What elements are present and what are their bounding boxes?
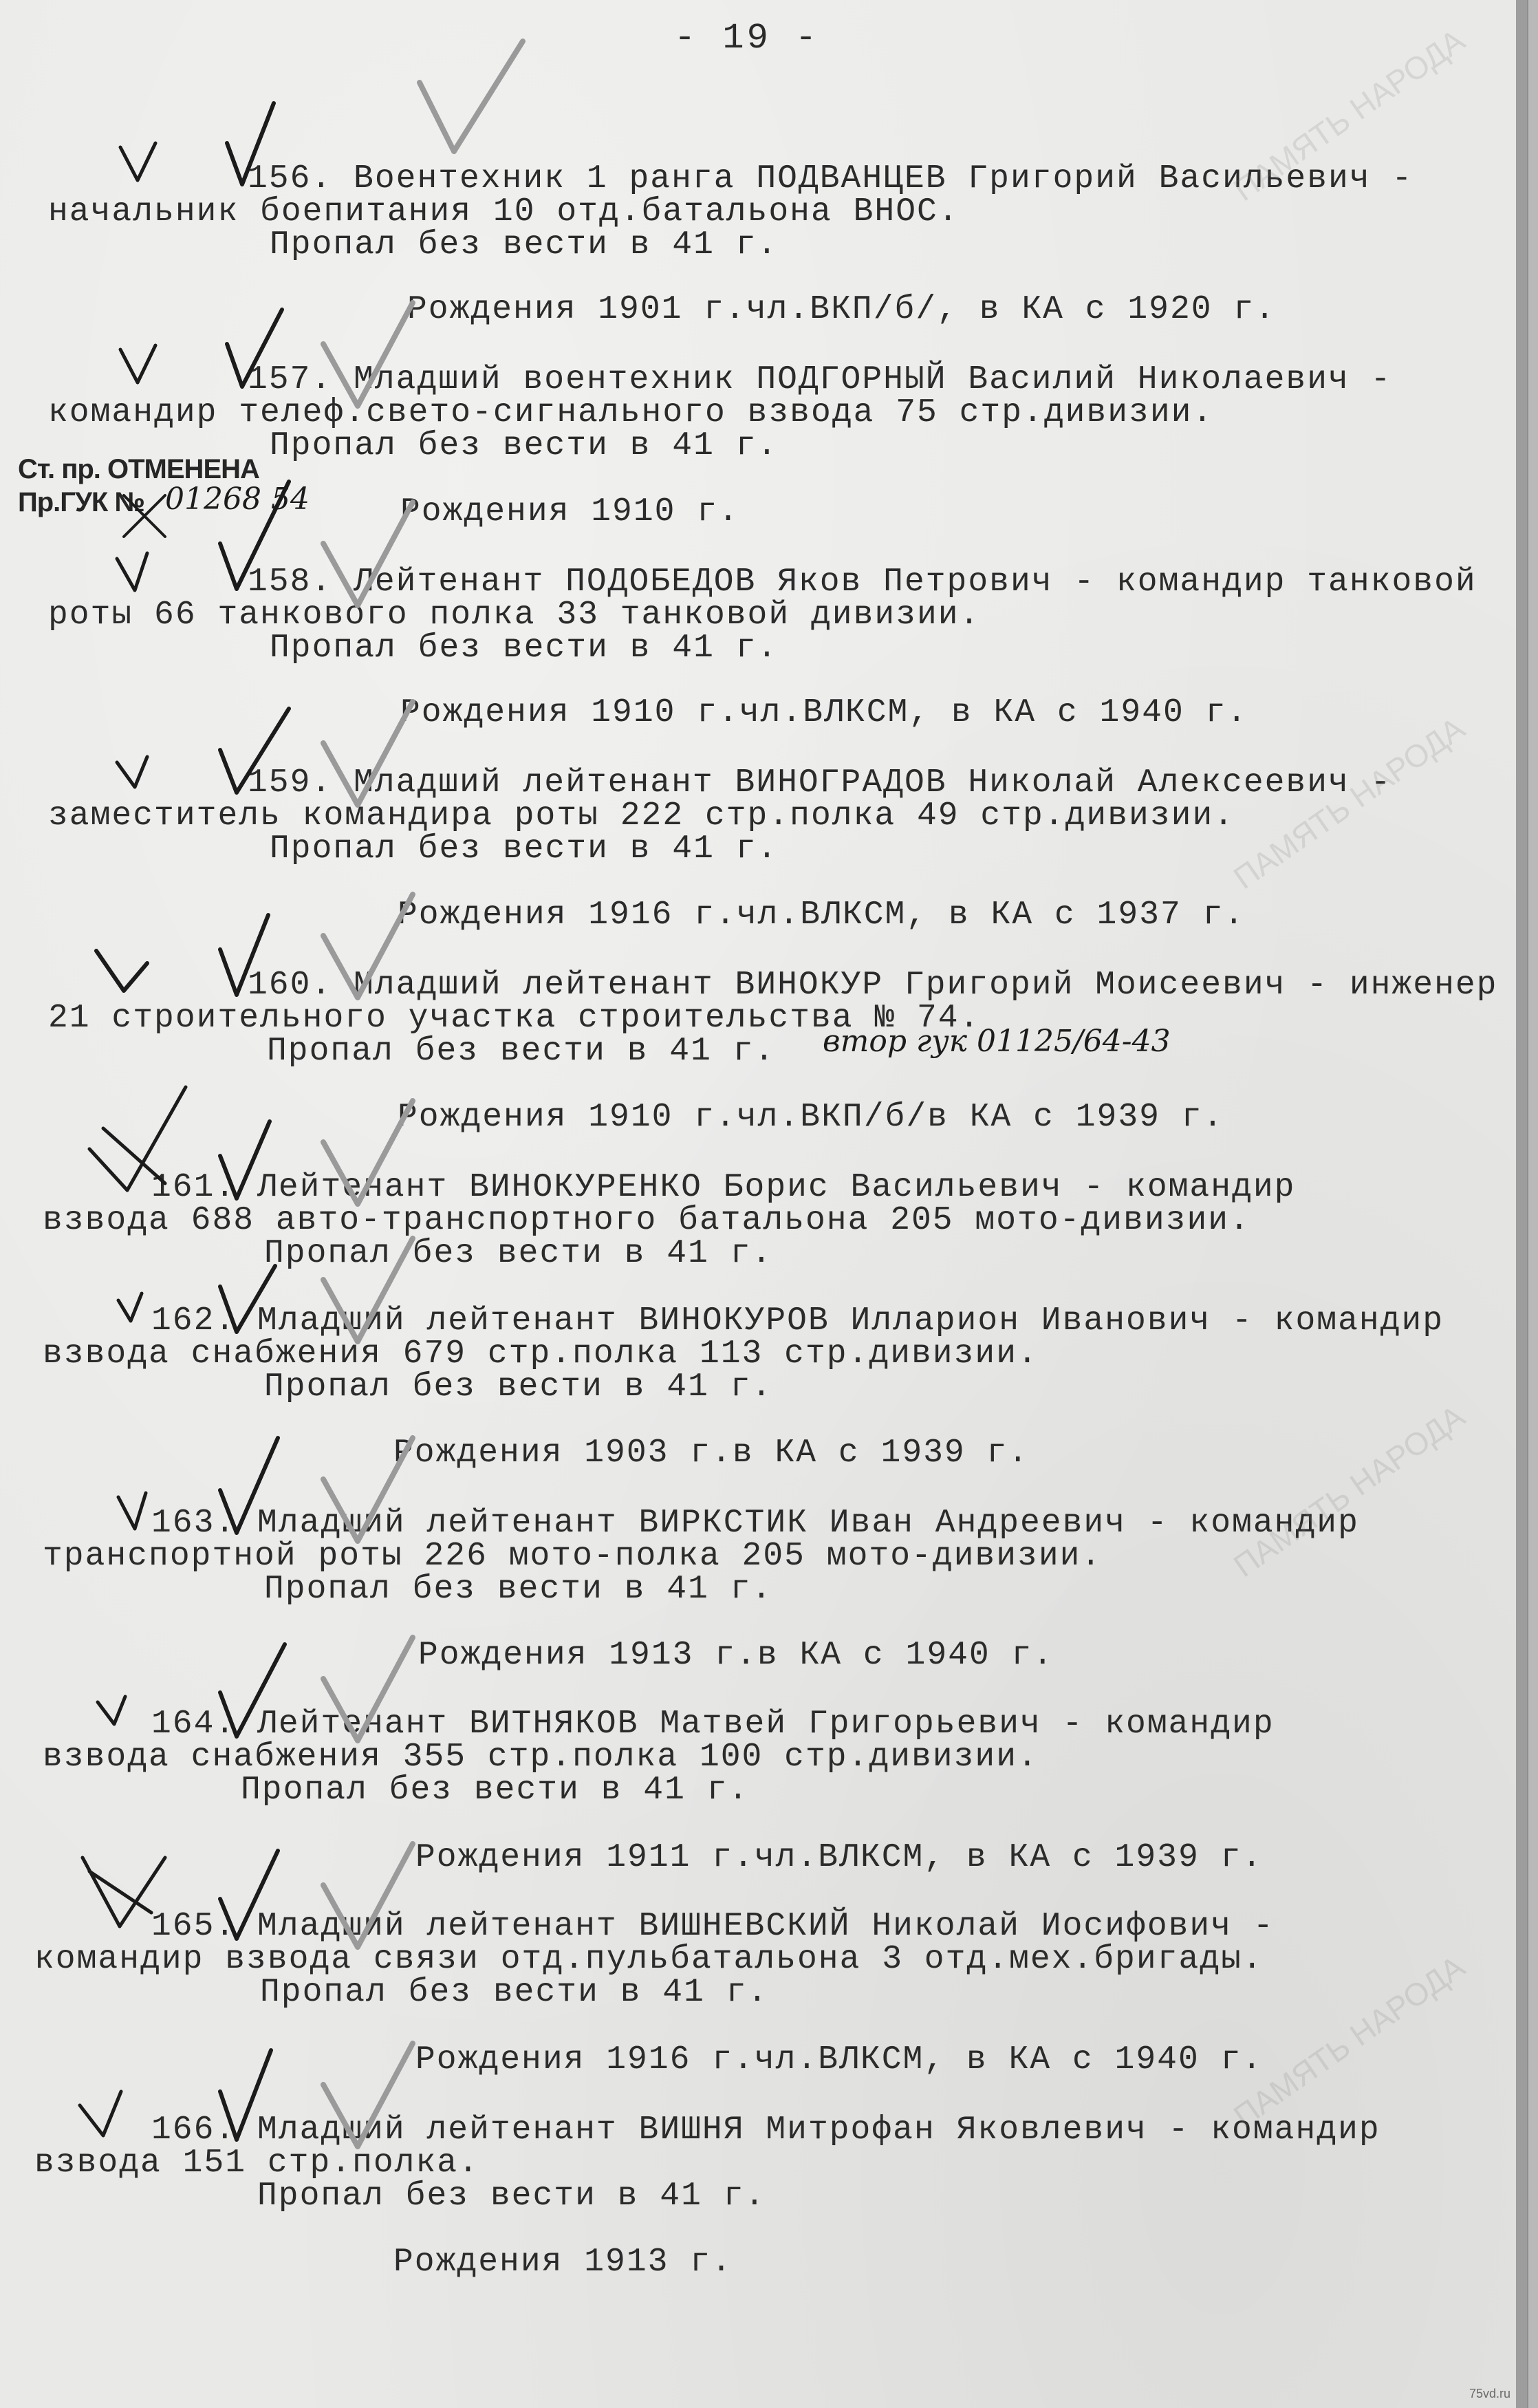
pen-tick-mark xyxy=(117,757,147,787)
record-birth: Рождения 1903 г.в КА с 1939 г. xyxy=(393,1434,1030,1472)
record-birth: Рождения 1913 г. xyxy=(393,2244,733,2281)
stamp-handwritten-number: 01268 54 xyxy=(165,482,310,517)
record-line-heading: 166. Младший лейтенант ВИШНЯ Митрофан Яковлевич - командир xyxy=(151,2111,1380,2149)
record-birth: Рождения 1910 г. xyxy=(400,493,739,530)
page-number: - 19 - xyxy=(674,18,820,58)
record-line-heading: 164. Лейтенант ВИТНЯКОВ Матвей Григорьевич - командир xyxy=(151,1706,1275,1743)
record-birth: Рождения 1901 г.чл.ВКП/б/, в КА с 1920 г. xyxy=(407,291,1276,328)
record-line-heading: 159. Младший лейтенант ВИНОГРАДОВ Николай Алексеевич - xyxy=(248,764,1392,802)
record-status: Пропал без вести в 41 г. xyxy=(267,1033,776,1070)
record-status: Пропал без вести в 41 г. xyxy=(270,226,779,264)
handwritten-note: втор гук 01125/64-43 xyxy=(823,1024,1171,1059)
record-birth: Рождения 1910 г.чл.ВЛКСМ, в КА с 1940 г. xyxy=(400,694,1248,731)
record-status: Пропал без вести в 41 г. xyxy=(264,1235,773,1272)
pencil-check-mark xyxy=(420,41,523,151)
pen-tick-mark xyxy=(117,553,147,590)
record-line-position: командир телеф.свето-сигнального взвода 75 стр.дивизии. xyxy=(48,394,1214,431)
pen-tick-mark xyxy=(80,2092,121,2136)
record-line-position: 21 строительного участка строительства № 74. xyxy=(48,1000,981,1037)
pen-tick-mark xyxy=(96,951,147,991)
record-line-position: взвода 151 стр.полка. xyxy=(34,2144,479,2182)
site-credit: 75vd.ru xyxy=(1469,2387,1510,2400)
record-line-position: заместитель командира роты 222 стр.полка 49 стр.дивизии. xyxy=(48,797,1235,835)
record-status: Пропал без вести в 41 г. xyxy=(264,1571,773,1608)
cancellation-stamp-line2: Пр.ГУК № xyxy=(18,487,144,517)
watermark: ПАМЯТЬ НАРОДА xyxy=(1227,709,1472,896)
pen-tick-mark xyxy=(118,1493,146,1529)
record-status: Пропал без вести в 41 г. xyxy=(241,1772,750,1809)
record-status: Пропал без вести в 41 г. xyxy=(270,830,779,868)
record-line-position: роты 66 танкового полка 33 танковой дивизии. xyxy=(48,596,981,634)
record-birth: Рождения 1911 г.чл.ВЛКСМ, в КА с 1939 г. xyxy=(415,1839,1264,1876)
record-line-heading: 156. Воентехник 1 ранга ПОДВАНЦЕВ Григорий Васильевич - xyxy=(248,160,1414,197)
record-line-heading: 165. Младший лейтенант ВИШНЕВСКИЙ Николай Иосифович - xyxy=(151,1908,1275,1945)
record-line-position: начальник боепитания 10 отд.батальона ВНОС. xyxy=(48,193,960,230)
record-status: Пропал без вести в 41 г. xyxy=(257,2178,766,2215)
record-birth: Рождения 1913 г.в КА с 1940 г. xyxy=(418,1637,1054,1674)
record-status: Пропал без вести в 41 г. xyxy=(270,427,779,464)
cancellation-stamp-line1: Ст. пр. ОТМЕНЕНА xyxy=(18,454,259,484)
record-line-position: взвода 688 авто-транспортного батальона 205 мото-дивизии. xyxy=(43,1202,1250,1239)
record-status: Пропал без вести в 41 г. xyxy=(264,1368,773,1406)
pen-tick-mark xyxy=(120,345,155,383)
record-line-position: командир взвода связи отд.пульбатальона 3 отд.мех.бригады. xyxy=(34,1941,1264,1978)
record-line-heading: 158. Лейтенант ПОДОБЕДОВ Яков Петрович - командир танковой xyxy=(248,563,1477,601)
record-birth: Рождения 1916 г.чл.ВЛКСМ, в КА с 1940 г. xyxy=(415,2041,1264,2078)
record-status: Пропал без вести в 41 г. xyxy=(270,630,779,667)
watermark: ПАМЯТЬ НАРОДА xyxy=(1227,1397,1472,1584)
record-line-position: взвода снабжения 355 стр.полка 100 стр.дивизии. xyxy=(43,1739,1039,1776)
record-birth: Рождения 1910 г.чл.ВКП/б/в КА с 1939 г. xyxy=(398,1099,1224,1136)
page-edge xyxy=(1516,0,1527,2408)
record-line-heading: 161. Лейтенант ВИНОКУРЕНКО Борис Васильевич - командир xyxy=(151,1169,1296,1206)
record-line-position: взвода снабжения 679 стр.полка 113 стр.дивизии. xyxy=(43,1335,1039,1373)
record-birth: Рождения 1916 г.чл.ВЛКСМ, в КА с 1937 г. xyxy=(398,896,1246,934)
pen-tick-mark xyxy=(118,1293,142,1321)
record-line-heading: 162. Младший лейтенант ВИНОКУРОВ Илларион Иванович - командир xyxy=(151,1302,1444,1340)
record-line-heading: 157. Младший воентехник ПОДГОРНЫЙ Василий Николаевич - xyxy=(248,361,1392,398)
record-line-heading: 160. Младший лейтенант ВИНОКУР Григорий Моисеевич - инженер xyxy=(248,967,1498,1004)
record-line-heading: 163. Младший лейтенант ВИРКСТИК Иван Андреевич - командир xyxy=(151,1505,1359,1542)
record-status: Пропал без вести в 41 г. xyxy=(260,1974,769,2011)
watermark: ПАМЯТЬ НАРОДА xyxy=(1227,21,1472,208)
watermark: ПАМЯТЬ НАРОДА xyxy=(1227,1948,1472,2135)
record-line-position: транспортной роты 226 мото-полка 205 мото-дивизии. xyxy=(43,1538,1103,1575)
pen-tick-mark xyxy=(120,143,155,180)
pen-tick-mark xyxy=(98,1697,125,1724)
